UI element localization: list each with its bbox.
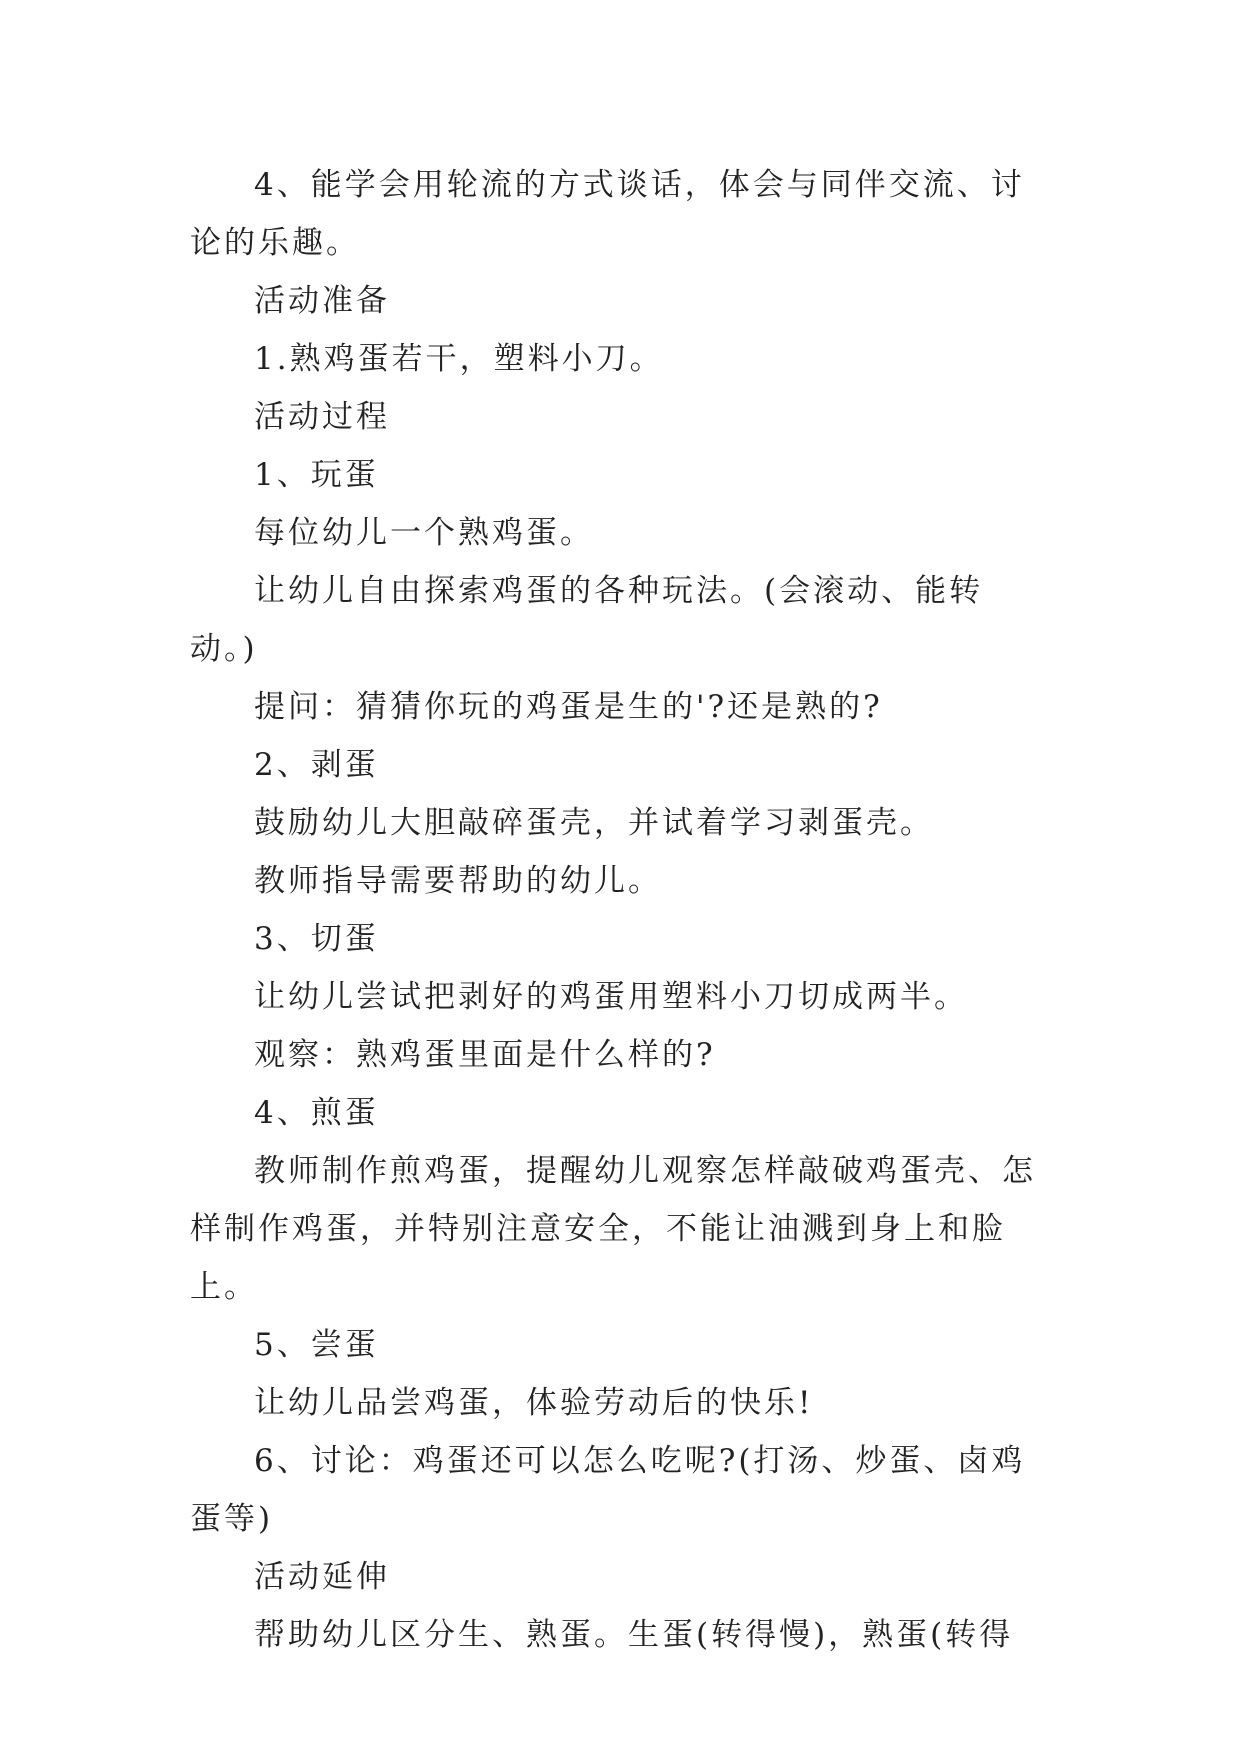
paragraph-play-egg-question: 提问：猜猜你玩的鸡蛋是生的'?还是熟的? xyxy=(254,689,883,725)
paragraph-fry-egg: 教师制作煎鸡蛋，提醒幼儿观察怎样敲破鸡蛋壳、怎样制作鸡蛋，并特别注意安全，不能让油溅到身上和脸上。 xyxy=(190,1153,1036,1305)
paragraph-cut-egg-observe: 观察：熟鸡蛋里面是什么样的? xyxy=(254,1037,716,1073)
heading-activity-preparation: 活动准备 xyxy=(254,283,390,319)
paragraph-cut-egg-1: 让幼儿尝试把剥好的鸡蛋用塑料小刀切成两半。 xyxy=(254,979,968,1015)
document-body xyxy=(190,156,1050,1664)
step-heading-taste-egg: 5、尝蛋 xyxy=(254,1327,379,1363)
paragraph-play-egg-1: 每位幼儿一个熟鸡蛋。 xyxy=(254,515,594,551)
step-heading-peel-egg: 2、剥蛋 xyxy=(254,747,379,783)
paragraph-play-egg-2: 让幼儿自由探索鸡蛋的各种玩法。(会滚动、能转动。) xyxy=(190,573,984,667)
step-heading-cut-egg: 3、切蛋 xyxy=(254,921,379,957)
step-heading-fry-egg: 4、煎蛋 xyxy=(254,1095,379,1131)
paragraph-extension: 帮助幼儿区分生、熟蛋。生蛋(转得慢)，熟蛋(转得 xyxy=(254,1617,1014,1653)
paragraph-preparation-1: 1.熟鸡蛋若干，塑料小刀。 xyxy=(254,341,664,377)
paragraph-discussion: 6、讨论：鸡蛋还可以怎么吃呢?(打汤、炒蛋、卤鸡蛋等) xyxy=(190,1443,1026,1537)
paragraph-peel-egg-1: 鼓励幼儿大胆敲碎蛋壳，并试着学习剥蛋壳。 xyxy=(254,805,934,841)
paragraph-peel-egg-2: 教师指导需要帮助的幼儿。 xyxy=(254,863,662,899)
heading-activity-process: 活动过程 xyxy=(254,399,390,435)
heading-activity-extension: 活动延伸 xyxy=(254,1559,390,1595)
paragraph-objective-4: 4、能学会用轮流的方式谈话，体会与同伴交流、讨论的乐趣。 xyxy=(190,167,1025,261)
step-heading-play-egg: 1、玩蛋 xyxy=(254,457,379,493)
paragraph-taste-egg: 让幼儿品尝鸡蛋，体验劳动后的快乐! xyxy=(254,1385,814,1421)
